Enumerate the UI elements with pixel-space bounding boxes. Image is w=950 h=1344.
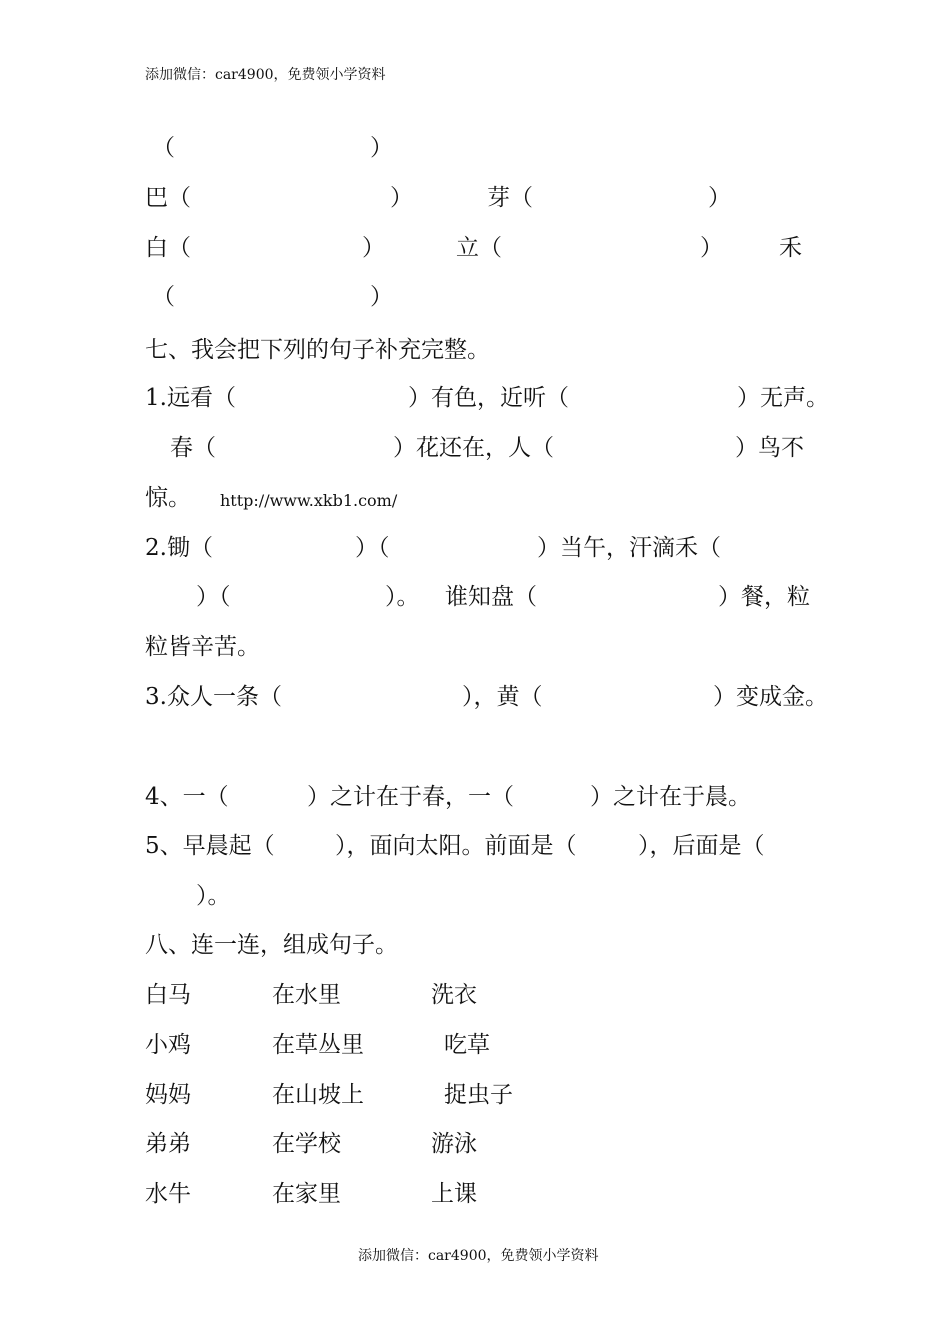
q2-line3: 粒皆辛苦。 [145, 634, 260, 660]
char-li-blank: 立（ [456, 235, 502, 261]
q1-line3: 惊。 [145, 485, 191, 511]
q1-line2-part2: ）花还在，人（ [393, 435, 554, 461]
blank-close-paren: ） [370, 284, 393, 310]
q2-line1-part1: 2.锄（ [145, 535, 213, 561]
blank-close-paren: ） [700, 235, 723, 261]
page-header: 添加微信：car4900，免费领小学资料 [145, 67, 386, 83]
q3-line1-part3: ）变成金。 [713, 684, 828, 710]
match-subject: 妈妈 [145, 1082, 191, 1108]
q3-line1-part2: ），黄（ [462, 684, 543, 710]
blank-close-paren: ） [370, 135, 393, 161]
match-place: 在山坡上 [272, 1082, 364, 1108]
q1-line1-part1: 1.远看（ [145, 385, 236, 411]
char-ba-blank: 巴（ [145, 185, 191, 211]
page-footer: 添加微信：car4900，免费领小学资料 [358, 1248, 599, 1264]
q1-line1-part3: ）无声。 [737, 385, 829, 411]
q5-line1-part2: ），面向太阳。前面是（ [335, 833, 577, 859]
section-8-title: 八、连一连，组成句子。 [145, 932, 398, 958]
q2-line2-part3: 谁知盘（ [445, 584, 537, 610]
char-bai-blank: 白（ [145, 235, 191, 261]
q2-line1-part3: ）当午，汗滴禾（ [537, 535, 721, 561]
source-url: http://www.xkb1.com/ [220, 491, 398, 510]
q2-line2-part1: ）（ [196, 584, 231, 610]
q3-line1-part1: 3.众人一条（ [145, 684, 282, 710]
q2-line2-part2: ）。 [385, 584, 420, 610]
q4-line1-part2: ）之计在于春，一（ [307, 784, 514, 810]
match-action: 洗衣 [431, 982, 477, 1008]
q1-line2-part1: 春（ [170, 435, 216, 461]
blank-open-paren: （ [152, 135, 175, 161]
match-subject: 小鸡 [145, 1032, 191, 1058]
q1-line1-part2: ）有色，近听（ [408, 385, 569, 411]
match-place: 在学校 [272, 1131, 341, 1157]
q5-line1-part1: 5、早晨起（ [145, 833, 275, 859]
char-he: 禾 [779, 235, 802, 261]
match-action: 上课 [431, 1181, 477, 1207]
section-7-title: 七、我会把下列的句子补充完整。 [145, 337, 490, 363]
match-subject: 水牛 [145, 1181, 191, 1207]
match-subject: 弟弟 [145, 1131, 191, 1157]
q2-line1-part2: ）（ [355, 535, 390, 561]
match-action: 捉虫子 [444, 1082, 513, 1108]
match-action: 吃草 [444, 1032, 490, 1058]
q1-line2-part3: ）鸟不 [735, 435, 804, 461]
q5-line2: ）。 [196, 883, 231, 909]
match-action: 游泳 [431, 1131, 477, 1157]
blank-close-paren: ） [362, 235, 385, 261]
match-subject: 白马 [145, 982, 191, 1008]
blank-close-paren: ） [708, 185, 731, 211]
q4-line1-part3: ）之计在于晨。 [590, 784, 751, 810]
q2-line2-part4: ）餐，粒 [718, 584, 810, 610]
blank-close-paren: ） [390, 185, 413, 211]
char-ya-blank: 芽（ [487, 185, 533, 211]
blank-open-paren: （ [152, 284, 175, 310]
q5-line1-part3: ），后面是（ [638, 833, 765, 859]
match-place: 在家里 [272, 1181, 341, 1207]
q4-line1-part1: 4、一（ [145, 784, 229, 810]
match-place: 在水里 [272, 982, 341, 1008]
match-place: 在草丛里 [272, 1032, 364, 1058]
